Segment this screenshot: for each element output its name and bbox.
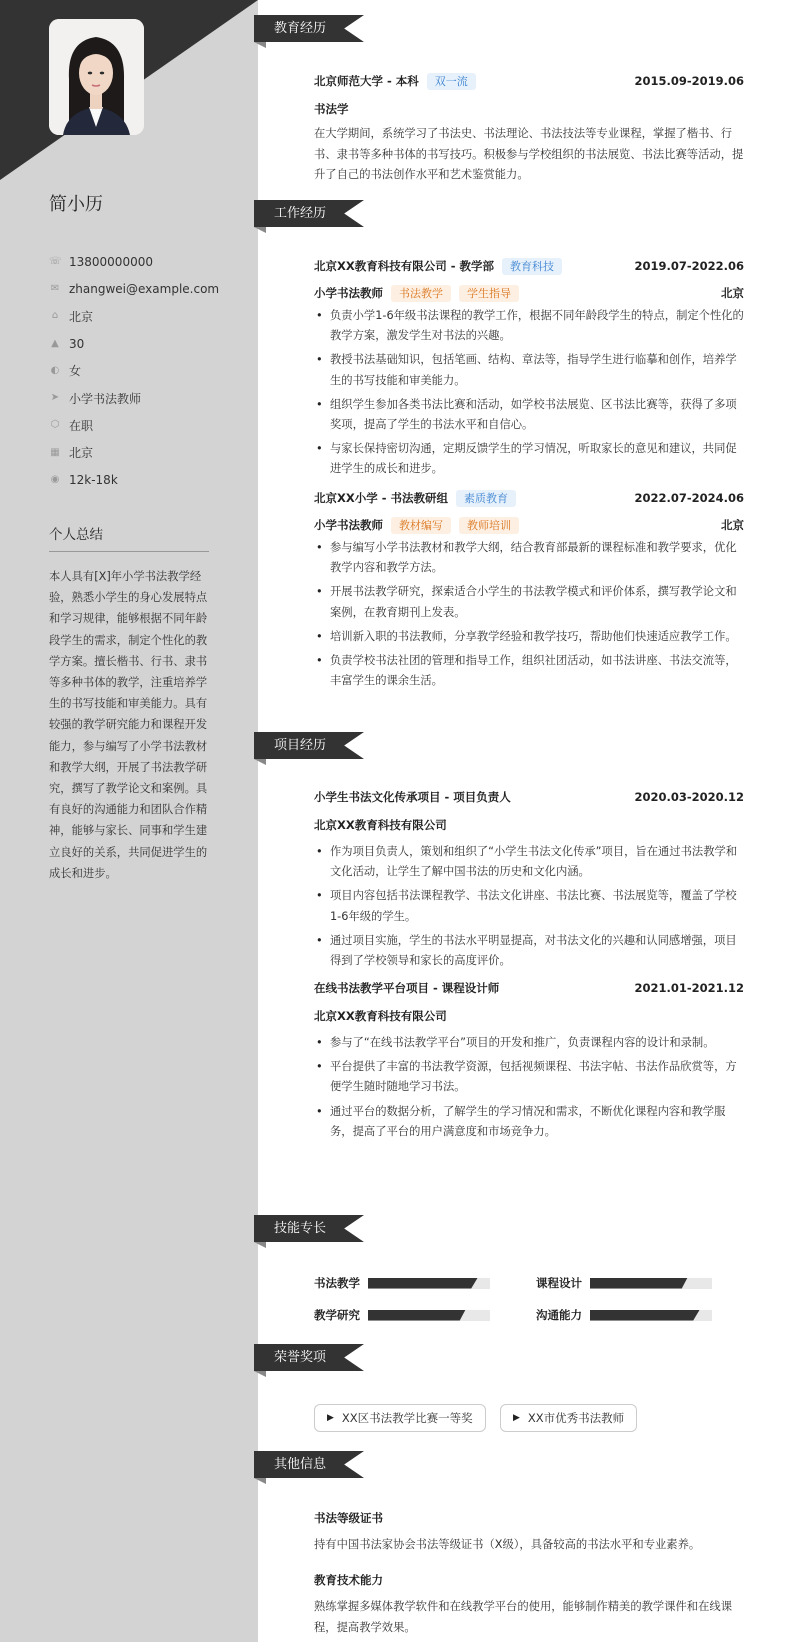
info-text: 北京 <box>69 309 94 324</box>
bullet-item: • 通过平台的数据分析，了解学生的学习情况和需求，不断优化课程内容和教学服务，提高了平台的用户满意度和市场竞争力。 <box>314 1102 744 1142</box>
role-tag: 教师培训 <box>459 517 519 534</box>
company-tag: 教育科技 <box>502 258 562 275</box>
skill-bar <box>368 1310 490 1321</box>
info-text: 小学书法教师 <box>69 391 142 406</box>
section-header-awards <box>254 1344 364 1371</box>
skill-bar <box>590 1278 712 1289</box>
major: 书法学 <box>314 102 349 116</box>
play-triangle-icon: ▶ <box>327 1413 334 1423</box>
bullet-item: • 组织学生参加各类书法比赛和活动，如学校书法展览、区书法比赛等，获得了多项奖项，提高了学生的书法水平和自信心。 <box>314 395 744 435</box>
company-name: 北京XX小学 - 书法教研组 <box>314 491 449 505</box>
school-tag: 双一流 <box>427 73 476 90</box>
info-text: 在职 <box>69 418 94 433</box>
location-icon: ⌂ <box>51 310 59 322</box>
other-item <box>314 1571 744 1638</box>
project-bullets <box>314 1033 744 1142</box>
role-tag: 教材编写 <box>391 517 451 534</box>
work-date: 2022.07-2024.06 <box>634 491 744 505</box>
info-location <box>49 303 229 330</box>
section-header-skills <box>254 1215 364 1242</box>
info-salary <box>49 466 229 493</box>
bullet-item: • 与家长保持密切沟通，定期反馈学生的学习情况，听取家长的意见和建议，共同促进学生的成长和进步。 <box>314 439 744 479</box>
city-icon: ▦ <box>50 446 60 458</box>
project-org: 北京XX教育科技有限公司 <box>314 818 447 832</box>
info-text: 30 <box>69 336 85 351</box>
project-item <box>314 788 744 975</box>
info-gender <box>49 357 229 384</box>
other-desc: 持有中国书法家协会书法等级证书（X级），具备较高的书法水平和专业素养。 <box>314 1538 701 1551</box>
work-item <box>314 257 744 484</box>
bullet-item: • 培训新入职的书法教师，分享教学经验和教学技巧，帮助他们快速适应教学工作。 <box>314 627 744 647</box>
award-chip <box>314 1404 486 1432</box>
bullet-item: • 参与编写小学书法教材和教学大纲，结合教育部最新的课程标准和教学要求，优化教学内容和教学方法。 <box>314 538 744 578</box>
education-date: 2015.09-2019.06 <box>634 74 744 88</box>
info-city <box>49 439 229 466</box>
skill-name: 课程设计 <box>536 1276 582 1290</box>
info-text: 13800000000 <box>69 254 153 269</box>
award-text: XX市优秀书法教师 <box>527 1411 625 1425</box>
info-age <box>49 330 229 357</box>
bullet-item: • 作为项目负责人，策划和组织了“小学生书法文化传承”项目，旨在通过书法教学和文化活动，让学生了解中国书法的历史和文化内涵。 <box>314 842 744 882</box>
section-header-education <box>254 15 364 42</box>
section-header-work <box>254 200 364 227</box>
info-text: 女 <box>69 364 82 379</box>
education-desc: 在大学期间，系统学习了书法史、书法理论、书法技法等专业课程，掌握了楷书、行书、隶书等多种书体的书写技巧。积极参与学校组织的书法展览、书法比赛等活动，提升了自己的书法创作水平和艺术鉴赏能力。 <box>314 127 744 181</box>
section-title: 项目经历 <box>274 738 327 753</box>
project-bullets <box>314 842 744 971</box>
bullet-item: • 项目内容包括书法课程教学、书法文化讲座、书法比赛、书法展览等，覆盖了学校1-6年级的学生。 <box>314 886 744 926</box>
other-item <box>314 1509 744 1556</box>
profile-photo <box>49 19 144 135</box>
main-content <box>258 0 794 1642</box>
sidebar <box>0 0 258 1642</box>
info-phone <box>49 248 229 275</box>
work-item <box>314 489 744 695</box>
bullet-item: • 开展书法教学研究，探索适合小学生的书法教学模式和评价体系，撰写教学论文和案例，在教育期刊上发表。 <box>314 582 744 622</box>
skill-item <box>314 1307 490 1323</box>
job-icon: ➤ <box>50 392 60 404</box>
work-city: 北京 <box>721 286 744 300</box>
gender-icon: ◐ <box>50 364 60 376</box>
project-title: 在线书法教学平台项目 - 课程设计师 <box>314 981 500 995</box>
bullet-item: • 负责学校书法社团的管理和指导工作，组织社团活动，如书法讲座、书法交流等，丰富学生的课余生活。 <box>314 651 744 691</box>
bullet-item: • 参与了“在线书法教学平台”项目的开发和推广，负责课程内容的设计和录制。 <box>314 1033 744 1053</box>
skill-name: 沟通能力 <box>536 1308 582 1322</box>
school-name: 北京师范大学 - 本科 <box>314 74 419 88</box>
section-title: 技能专长 <box>274 1221 327 1236</box>
award-text: XX区书法教学比赛一等奖 <box>341 1411 473 1425</box>
summary-title: 个人总结 <box>49 523 209 552</box>
email-icon: ✉ <box>50 282 60 294</box>
status-icon: ⬡ <box>50 419 60 431</box>
bullet-item: • 通过项目实施，学生的书法水平明显提高，对书法文化的兴趣和认同感增强，项目得到了学校领导和家长的高度评价。 <box>314 931 744 971</box>
profile-name: 简小历 <box>49 194 103 215</box>
info-email <box>49 275 229 302</box>
skill-bar <box>590 1310 712 1321</box>
bullet-item: • 教授书法基础知识，包括笔画、结构、章法等，指导学生进行临摹和创作，培养学生的书写技能和审美能力。 <box>314 350 744 390</box>
project-date: 2021.01-2021.12 <box>634 981 744 995</box>
info-job <box>49 384 229 411</box>
phone-icon: ☏ <box>49 255 62 267</box>
other-desc: 熟练掌握多媒体教学软件和在线教学平台的使用，能够制作精美的教学课件和在线课程，提高教学效果。 <box>314 1600 732 1634</box>
section-title: 荣誉奖项 <box>274 1350 327 1365</box>
summary-text: 本人具有[X]年小学书法教学经验，熟悉小学生的身心发展特点和学习规律，能够根据不同年龄段学生的需求，制定个性化的教学方案。擅长楷书、行书、隶书等多种书体的教学，注重培养学生的书写技能和审美能力。具有较强的教学研究能力和课程开发能力，参与编写了小学书法教材和教学大纲，开展了书法教学研究，撰写了教学论文和案例。具有良好的沟通能力和团队合作精神，能够与家长、同事和学生建立良好的关系，共同促进学生的成长和进步。 <box>49 570 208 880</box>
age-icon: ▲ <box>51 337 59 349</box>
skill-bar <box>368 1278 490 1289</box>
education-block <box>314 72 744 186</box>
award-chip <box>500 1404 637 1432</box>
section-header-other <box>254 1451 364 1478</box>
role-tag: 学生指导 <box>459 285 519 302</box>
role: 小学书法教师 <box>314 518 383 532</box>
skill-item <box>314 1275 490 1291</box>
bullet-item: • 负责小学1-6年级书法课程的教学工作，根据不同年龄段学生的特点，制定个性化的教学方案，激发学生对书法的兴趣。 <box>314 306 744 346</box>
work-bullets <box>314 538 744 691</box>
other-title: 教育技术能力 <box>314 1573 383 1587</box>
section-title: 工作经历 <box>274 206 327 221</box>
skill-item <box>536 1275 712 1291</box>
skill-name: 书法教学 <box>314 1276 360 1290</box>
other-title: 书法等级证书 <box>314 1511 383 1525</box>
info-text: zhangwei@example.com <box>69 281 220 296</box>
info-status <box>49 412 229 439</box>
skill-name: 教学研究 <box>314 1308 360 1322</box>
info-text: 12k-18k <box>69 473 118 488</box>
work-city: 北京 <box>721 518 744 532</box>
section-title: 教育经历 <box>274 21 327 36</box>
role-tag: 书法教学 <box>391 285 451 302</box>
work-bullets <box>314 306 744 480</box>
project-title: 小学生书法文化传承项目 - 项目负责人 <box>314 790 511 804</box>
work-date: 2019.07-2022.06 <box>634 259 744 273</box>
section-header-project <box>254 732 364 759</box>
info-text: 北京 <box>69 446 94 461</box>
contact-info <box>49 248 229 494</box>
company-tag: 素质教育 <box>456 490 516 507</box>
role: 小学书法教师 <box>314 286 383 300</box>
skill-item <box>536 1307 712 1323</box>
project-org: 北京XX教育科技有限公司 <box>314 1009 447 1023</box>
salary-icon: ◉ <box>50 474 60 486</box>
bullet-item: • 平台提供了丰富的书法教学资源，包括视频课程、书法字帖、书法作品欣赏等，方便学生随时随地学习书法。 <box>314 1057 744 1097</box>
play-triangle-icon: ▶ <box>513 1413 520 1423</box>
project-item <box>314 979 744 1146</box>
project-date: 2020.03-2020.12 <box>634 790 744 804</box>
company-name: 北京XX教育科技有限公司 - 教学部 <box>314 259 495 273</box>
section-title: 其他信息 <box>274 1457 327 1472</box>
